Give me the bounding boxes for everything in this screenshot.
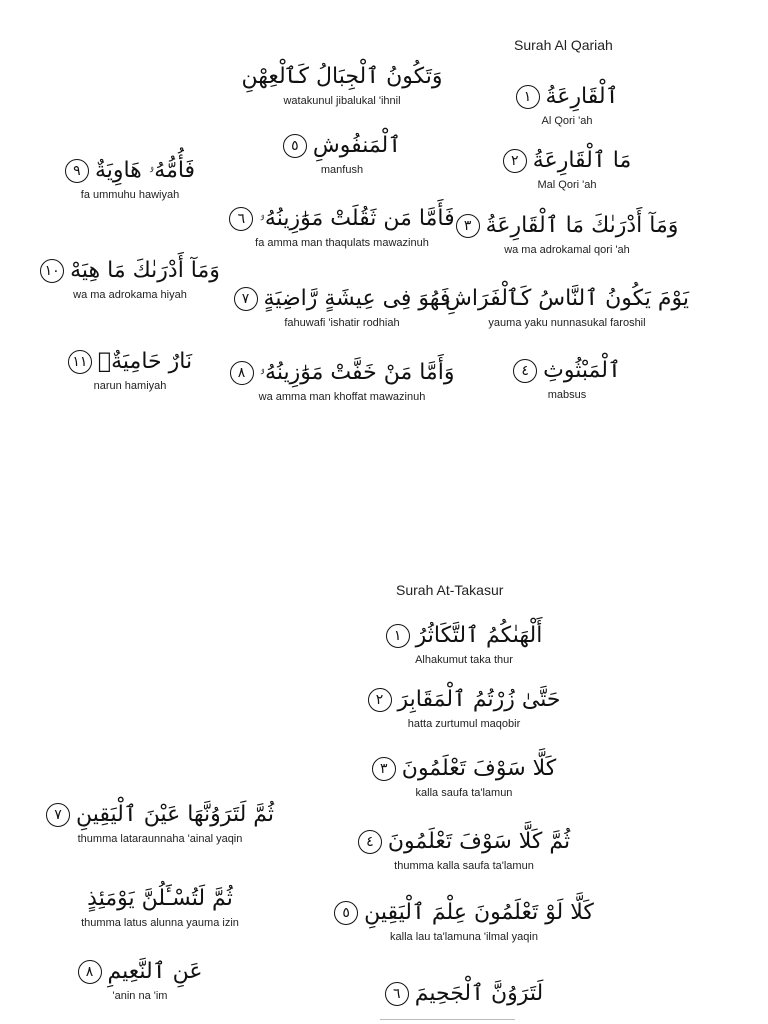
verse-qariah-6 bbox=[212, 204, 472, 249]
verse-takasur-2 bbox=[334, 685, 594, 730]
verse-takasur-7 bbox=[30, 800, 290, 845]
arabic-verse: وَمَآ أَدْرَىٰكَ مَا هِيَهْ ١٠ bbox=[0, 256, 260, 286]
transliteration: watakunul jibalukal 'ihnil bbox=[283, 95, 401, 107]
verse-number-badge: ٩ bbox=[65, 159, 89, 183]
transliteration: wa ma adrokama hiyah bbox=[73, 289, 187, 301]
surah-title-qariah: Surah Al Qariah bbox=[514, 37, 613, 53]
transliteration: kalla lau ta'lamuna 'ilmal yaqin bbox=[390, 931, 538, 943]
verse-qariah-1 bbox=[437, 82, 697, 127]
verse-takasur-6 bbox=[334, 979, 594, 1009]
verse-qariah-10 bbox=[0, 256, 260, 301]
arabic-verse: ٱلْمَبْثُوثِ ٤ bbox=[437, 356, 697, 386]
transliteration: fa ummuhu hawiyah bbox=[80, 189, 180, 201]
surah-title-takasur: Surah At-Takasur bbox=[396, 582, 504, 598]
transliteration: manfush bbox=[320, 164, 364, 176]
transliteration: thumma kalla saufa ta'lamun bbox=[394, 860, 534, 872]
verse-number-badge: ١ bbox=[516, 85, 540, 109]
verse-number-badge: ٥ bbox=[283, 134, 307, 158]
verse-takasur-8 bbox=[10, 957, 270, 1002]
arabic-verse: حَتَّىٰ زُرْتُمُ ٱلْمَقَابِرَ ٢ bbox=[334, 685, 594, 715]
arabic-verse: أَلْهَىٰكُمُ ٱلتَّكَاثُرُ ١ bbox=[334, 621, 594, 651]
arabic-verse: كَلَّا سَوْفَ تَعْلَمُونَ ٣ bbox=[334, 754, 594, 784]
verse-number-badge: ٣ bbox=[372, 757, 396, 781]
transliteration: thumma lataraunnaha 'ainal yaqin bbox=[77, 833, 243, 845]
verse-qariah-4 bbox=[437, 356, 697, 401]
verse-qariah-2 bbox=[437, 146, 697, 191]
arabic-verse: مَا ٱلْقَارِعَةُ ٢ bbox=[437, 146, 697, 176]
arabic-verse: فَهُوَ فِى عِيشَةٍ رَّاضِيَةٍ ٧ bbox=[212, 284, 472, 314]
verse-number-badge: ١٠ bbox=[40, 259, 64, 283]
transliteration: Mal Qori 'ah bbox=[537, 179, 597, 191]
verse-number-badge: ٨ bbox=[78, 960, 102, 984]
verse-number-badge: ٥ bbox=[334, 901, 358, 925]
verse-qariah-3b bbox=[437, 284, 697, 329]
verse-number-badge: ٧ bbox=[46, 803, 70, 827]
verse-number-badge: ٤ bbox=[358, 830, 382, 854]
verse-takasur-3 bbox=[334, 754, 594, 799]
verse-qariah-3 bbox=[437, 211, 697, 256]
transliteration: mabsus bbox=[547, 389, 587, 401]
arabic-verse: ثُمَّ لَتُسْـَٔلُنَّ يَوْمَئِذٍ bbox=[87, 886, 233, 911]
transliteration: 'anin na 'im bbox=[112, 990, 168, 1002]
verse-takasur-4 bbox=[334, 827, 594, 872]
verse-number-badge: ٣ bbox=[456, 214, 480, 238]
transliteration: Al Qori 'ah bbox=[541, 115, 593, 127]
arabic-verse: ٱلْقَارِعَةُ ١ bbox=[437, 82, 697, 112]
transliteration: yauma yaku nunnasukal faroshil bbox=[488, 317, 646, 329]
arabic-verse: كَلَّا لَوْ تَعْلَمُونَ عِلْمَ ٱلْيَقِينِ ٥ bbox=[334, 898, 594, 928]
arabic-verse: وَأَمَّا مَنْ خَفَّتْ مَوَٰزِينُهُۥ ٨ bbox=[212, 358, 472, 388]
verse-number-badge: ٢ bbox=[368, 688, 392, 712]
verse-takasur-1 bbox=[334, 621, 594, 666]
arabic-verse: وَمَآ أَدْرَىٰكَ مَا ٱلْقَارِعَةُ ٣ bbox=[437, 211, 697, 241]
transliteration: kalla saufa ta'lamun bbox=[415, 787, 513, 799]
verse-number-badge: ٧ bbox=[234, 287, 258, 311]
transliteration: fa amma man thaqulats mawazinuh bbox=[255, 237, 429, 249]
verse-qariah-9 bbox=[0, 156, 260, 201]
arabic-verse: ثُمَّ كَلَّا سَوْفَ تَعْلَمُونَ ٤ bbox=[334, 827, 594, 857]
arabic-verse: ٱلْمَنفُوشِ ٥ bbox=[212, 131, 472, 161]
divider bbox=[380, 1019, 515, 1020]
arabic-verse: يَوْمَ يَكُونُ ٱلنَّاسُ كَٱلْفَرَاشِ bbox=[445, 286, 689, 311]
verse-takasur-7b bbox=[30, 884, 290, 929]
transliteration: narun hamiyah bbox=[93, 380, 167, 392]
verse-number-badge: ٨ bbox=[230, 361, 254, 385]
transliteration: wa amma man khoffat mawazinuh bbox=[258, 391, 426, 403]
verse-qariah-11 bbox=[0, 347, 260, 392]
transliteration: Alhakumut taka thur bbox=[415, 654, 513, 666]
verse-number-badge: ١١ bbox=[68, 350, 92, 374]
verse-number-badge: ٦ bbox=[385, 982, 409, 1006]
arabic-verse: ثُمَّ لَتَرَوُنَّهَا عَيْنَ ٱلْيَقِينِ ٧ bbox=[30, 800, 290, 830]
arabic-verse: لَتَرَوُنَّ ٱلْجَحِيمَ ٦ bbox=[334, 979, 594, 1009]
transliteration: wa ma adrokamal qori 'ah bbox=[504, 244, 630, 256]
arabic-verse: عَنِ ٱلنَّعِيمِ ٨ bbox=[10, 957, 270, 987]
transliteration: thumma latus alunna yauma izin bbox=[81, 917, 239, 929]
verse-number-badge: ٤ bbox=[513, 359, 537, 383]
transliteration: hatta zurtumul maqobir bbox=[407, 718, 521, 730]
arabic-verse: فَأَمَّا مَن ثَقُلَتْ مَوَٰزِينُهُۥ ٦ bbox=[212, 204, 472, 234]
transliteration: fahuwafi 'ishatir rodhiah bbox=[284, 317, 400, 329]
verse-number-badge: ٦ bbox=[229, 207, 253, 231]
verse-qariah-4b bbox=[212, 62, 472, 107]
verse-number-badge: ٢ bbox=[503, 149, 527, 173]
arabic-verse: وَتَكُونُ ٱلْجِبَالُ كَٱلْعِهْنِ bbox=[241, 64, 443, 89]
arabic-verse: فَأُمُّهُۥ هَاوِيَةٌ ٩ bbox=[0, 156, 260, 186]
arabic-verse: نَارٌ حَامِيَةٌۢ ١١ bbox=[0, 347, 260, 377]
verse-takasur-5 bbox=[334, 898, 594, 943]
verse-number-badge: ١ bbox=[386, 624, 410, 648]
